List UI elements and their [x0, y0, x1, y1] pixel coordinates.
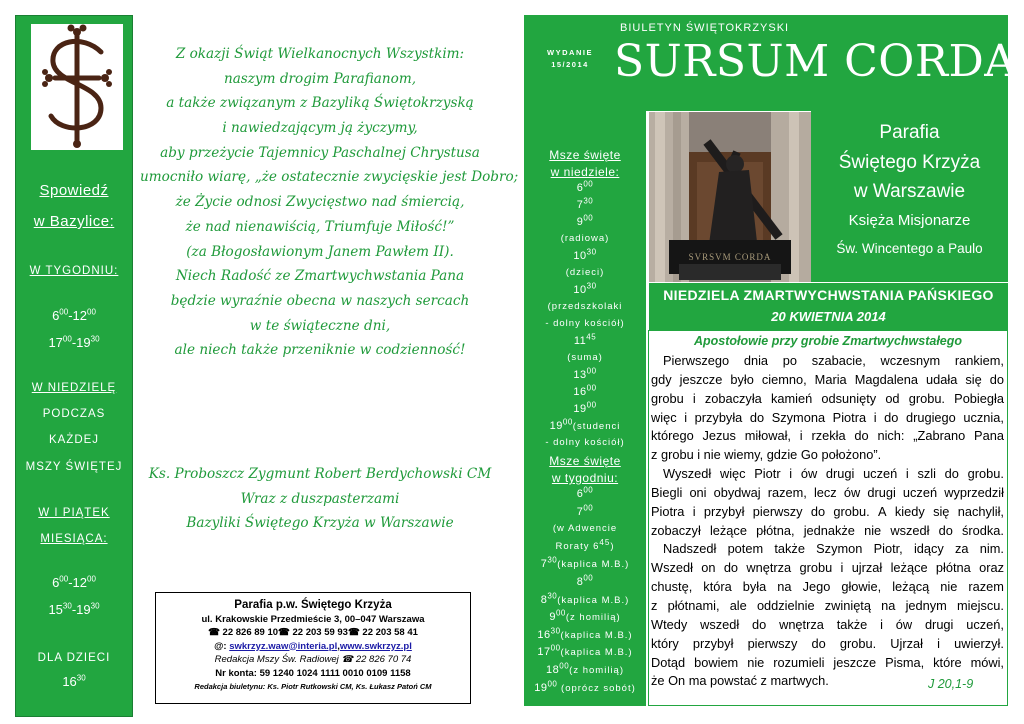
gospel-line: więc i przybyła do Szymona Piotra i do drugiego ucznia,: [651, 409, 1004, 425]
sunday-date: 20 KWIETNIA 2014: [771, 309, 886, 324]
contact-account: Nr konta: 59 1240 1024 1111 0010 0109 1158: [215, 667, 411, 679]
weekday-mass-time: $9^{00}(z$ homilią): [549, 608, 621, 624]
friday-time-1: $6^{00}-12^{00}$: [52, 574, 96, 590]
greeting-signature: [140, 462, 500, 536]
weekday-mass-time: (w Adwencie: [552, 523, 618, 535]
contact-address: ul. Krakowskie Przedmieście 3, 00–047 Warszawa: [201, 613, 425, 625]
greeting-line: aby przeżycie Tajemnicy Paschalnej Chrystusa: [160, 144, 480, 161]
friday-label-1: W I PIĄTEK: [38, 507, 110, 519]
greeting-line: w te świąteczne dni,: [249, 317, 391, 334]
edition-number: 15/2014: [551, 60, 589, 69]
sunday-mass-title: w niedziele:: [550, 165, 620, 179]
weekday-time-2: $17^{00}-19^{30}$: [48, 334, 100, 350]
sunday-mass-time: $7^{30}$: [576, 196, 594, 211]
greeting-line: a także związanym z Bazyliką Świętokrzyską: [166, 95, 474, 112]
greeting-line: że nad nienawiścią, Triumfuje Miłość!”: [185, 218, 455, 235]
gospel-line: gdy jeszcze było ciemno, Maria Magdalena udała się do: [651, 371, 1004, 387]
photo-inscription: SVRSVM CORDA: [688, 252, 772, 262]
gospel-reference: J 20,1-9: [928, 677, 974, 691]
sunday-mass-time: $19^{00}$: [573, 400, 597, 415]
contact-radio: Redakcja Mszy Św. Radiowej ☎ 22 826 70 74: [214, 654, 412, 665]
gospel-line: którego Jezus miłował, i rzekła do nich: „Zabrano Pana: [651, 428, 1004, 444]
gospel-line: grobu i zobaczyła kamień odsunięty od grobu. Pobiegła: [651, 390, 1004, 406]
sunday-label-1: W NIEDZIELĘ: [31, 382, 117, 394]
greeting-line: naszym drogim Parafianom,: [223, 70, 417, 87]
contact-phones: ☎ 22 826 89 10☎ 22 203 59 93☎ 22 203 58 41: [208, 627, 418, 638]
weekdays-label: W TYGODNIU:: [29, 265, 119, 277]
sunday-mass-time: $13^{00}$: [573, 366, 597, 381]
sunday-label-3: KAŻDEJ: [48, 434, 100, 446]
children-time: $16^{30}$: [62, 673, 86, 689]
greeting-line: że Życie odnosi Zwycięstwo nad śmiercią,: [175, 194, 465, 211]
greeting-line: umocniło wiarę, „że ostatecznie zwycięskie jest Dobro;: [140, 169, 519, 186]
weekday-mass-time: $6^{00}$: [576, 485, 594, 500]
sunday-mass-time: $16^{00}$: [573, 383, 597, 398]
parish-line-1: Parafia: [879, 122, 940, 143]
weekday-mass-title: w tygodniu:: [551, 471, 619, 485]
parish-line-2: Świętego Krzyża: [838, 152, 981, 173]
contact-box: [155, 592, 471, 704]
sunday-mass-time: (przedszkolaki: [547, 301, 623, 312]
signature-line: Bazyliki Świętego Krzyża w Warszawie: [186, 515, 454, 532]
gospel-line: Dotąd bowiem nie rozumieli jeszcze Pisma, które mówi,: [651, 654, 1004, 670]
weekday-mass-time: $8^{30}(kaplica$ M.B.): [540, 590, 630, 606]
sunday-mass-time: $10^{30}$: [573, 281, 597, 296]
sunday-mass-time: (suma): [567, 352, 603, 363]
weekday-mass-time: $8^{00}$: [576, 573, 594, 588]
website-link[interactable]: www.swkrzyz.pl: [339, 640, 412, 652]
friday-time-2: $15^{30}-19^{30}$: [48, 601, 100, 617]
greeting-line: (za Błogosławionym Janem Pawłem II).: [186, 243, 454, 260]
confession-title-1: Spowiedź: [39, 182, 109, 199]
gospel-line: Wtedy wszedł do wnętrza także i ów drugi uczeń,: [651, 616, 1004, 632]
statue-photo: [649, 112, 811, 282]
greeting-line: Niech Radość ze Zmartwychwstania Pana: [175, 268, 465, 285]
contact-editors: Redakcja biuletynu: Ks. Piotr Rutkowski CM, Ks. Łukasz Patoń CM: [194, 682, 432, 691]
children-label: DLA DZIECI: [37, 652, 111, 664]
sunday-mass-title: Msze święte: [549, 148, 621, 162]
weekday-mass-time: Roraty $6^{45}$): [555, 537, 615, 552]
sunday-mass-time: (radiowa): [560, 233, 610, 244]
gospel-text: [651, 352, 1004, 691]
sunday-mass-time: $6^{00}$: [576, 179, 594, 194]
weekday-mass-time: $19^{00}$ (oprócz sobót): [534, 678, 636, 694]
gospel-line: chustę, która była na Jego głowie, leżącą nie razem: [651, 579, 1004, 595]
parish-line-4: Księża Misjonarze: [848, 212, 971, 229]
bulletin-title: SURSUM CORDA: [614, 36, 1017, 87]
sunday-mass-time: - dolny kościół): [545, 318, 625, 329]
gospel-line: zobaczył leżące płótna, jednakże nie wszedł do środka.: [651, 522, 1004, 538]
gospel-line: z płótnami, ale oddzielnie zwiniętą na jednym miejscu.: [651, 597, 1004, 613]
contact-title: Parafia p.w. Świętego Krzyża: [234, 599, 392, 611]
weekday-mass-time: $17^{00}(kaplica$ M.B.): [537, 643, 633, 659]
weekday-mass-title: Msze święte: [549, 454, 621, 468]
greeting-line: Z okazji Świąt Wielkanocnych Wszystkim:: [175, 46, 465, 62]
sunday-label-2: PODCZAS: [42, 408, 106, 420]
sunday-mass-time: $9^{00}$: [576, 213, 594, 228]
sunday-label-4: MSZY ŚWIĘTEJ: [25, 461, 123, 473]
gospel-line: Wyszedł więc Piotr i ów drugi uczeń i szli do grobu.: [663, 466, 1004, 482]
edition-info: [532, 47, 608, 71]
signature-line: Ks. Proboszcz Zygmunt Robert Berdychowski CM: [148, 466, 492, 482]
gospel-line: Nadszedł potem także Szymon Piotr, idący za nim.: [663, 541, 1004, 557]
sunday-mass-time: $11^{45}$: [573, 332, 597, 347]
bulletin-label: BIULETYN ŚWIĘTOKRZYSKI: [620, 22, 790, 34]
easter-greeting: [140, 42, 519, 363]
signature-line: Wraz z duszpasterzami: [240, 490, 400, 507]
gospel-line: Biegli oni obydwaj razem, lecz ów drugi uczeń wyprzedził: [651, 484, 1004, 500]
friday-label-2: MIESIĄCA:: [40, 533, 108, 545]
sunday-mass-time: (dzieci): [565, 267, 605, 278]
parish-line-5: Św. Wincentego a Paulo: [836, 241, 983, 256]
gospel-line: Wszedł on do wnętrza grobu i ujrzał leżące płótna oraz: [651, 560, 1004, 576]
confession-title-2: w Bazylice:: [33, 213, 115, 230]
gospel-line: Pierwszego dnia po szabacie, wczesnym rankiem,: [663, 353, 1004, 368]
sunday-mass-time: $10^{30}$: [573, 247, 597, 262]
weekday-mass-time: $7^{00}$: [576, 502, 594, 518]
edition-label: WYDANIE: [547, 48, 593, 57]
greeting-line: będzie wyraźnie obecna w naszych sercach: [170, 292, 470, 309]
sunday-mass-time: - dolny kościół): [545, 437, 625, 448]
weekday-mass-time: $16^{30}(kaplica$ M.B.): [537, 626, 633, 641]
gospel-title: Apostołowie przy grobie Zmartwychwstałego: [693, 334, 963, 348]
gospel-line: Piotra i przybył pierwszy do grobu. A kiedy się nachylił,: [651, 503, 1004, 519]
sunday-mass-time: $19^{00}(studenci$: [549, 417, 621, 432]
greeting-line: i nawiedzającym ją życzymy,: [222, 120, 418, 137]
gospel-line: który przybył pierwszy do grobu. Ujrzał i uwierzył.: [651, 635, 1004, 651]
gospel-line: że On ma powstać z martwych.: [651, 673, 829, 689]
weekday-mass-time: $18^{00}(z$ homilią): [546, 661, 624, 676]
contact-web: @: swkrzyz.waw@interia.pl,www.swkrzyz.pl: [214, 640, 412, 652]
parish-logo: [31, 24, 123, 150]
email-link[interactable]: swkrzyz.waw@interia.pl: [229, 640, 338, 652]
gospel-line: z grobu i nie wiemy, gdzie Go położono”.: [651, 447, 882, 463]
greeting-line: ale niech także przeniknie w codzienność!: [174, 342, 466, 359]
parish-line-3: w Warszawie: [853, 181, 966, 202]
sunday-title: NIEDZIELA ZMARTWYCHWSTANIA PAŃSKIEGO: [663, 287, 994, 303]
weekday-time-1: $6^{00}-12^{00}$: [52, 307, 96, 323]
weekday-mass-time: $7^{30}(kaplica$ M.B.): [540, 555, 630, 571]
